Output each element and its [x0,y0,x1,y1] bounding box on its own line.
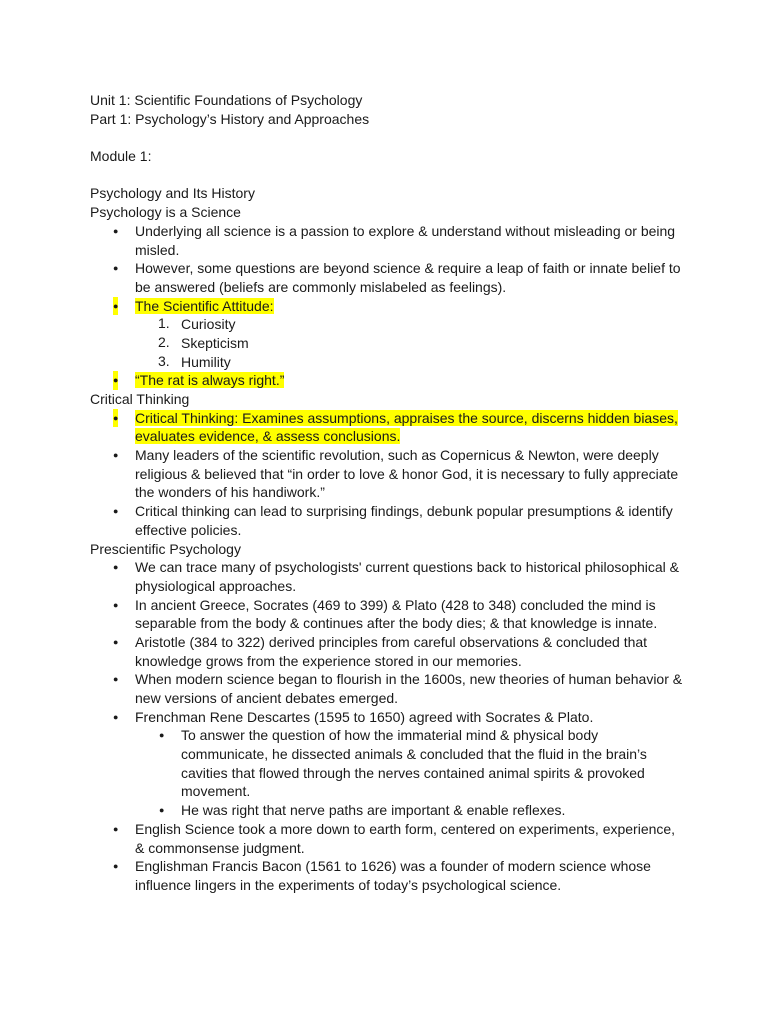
bullet-icon: ● [113,297,118,316]
list-item-text: effective policies. [135,521,242,538]
bullet-icon: ● [159,730,165,741]
list-item-text: new versions of ancient debates emerged. [135,690,399,706]
highlighted-text: The Scientific Attitude: [135,297,274,314]
list-item-text: & commonsense judgment. [135,839,305,856]
module-title: Module 1: [90,148,152,165]
list-item-text: English Science took a more down to earth form, centered on experiments, experience, [135,820,676,837]
list-item-text: Many leaders of the scientific revolution, such as Copernicus & Newton, were deeply [135,447,659,464]
list-item-text: We can trace many of psychologists' current questions back to historical philosophical & [135,559,680,576]
list-item [90,502,690,539]
list-item-text: be answered (beliefs are commonly mislabeled as feelings). [135,278,507,295]
list-item [90,222,690,259]
list-item [90,708,690,727]
list-item-highlighted [90,297,690,316]
list-item [90,633,690,670]
subheading-psychology-science: Psychology is a Science [90,204,241,221]
bullet-icon: ● [113,711,119,722]
list-item-text: Englishman Francis Bacon (1561 to 1626) was a founder of modern science whose [135,858,651,875]
document-page [90,91,690,895]
numbered-item-text: Humility [181,353,231,370]
subheading-critical-thinking: Critical Thinking [90,391,190,407]
numbered-item [90,353,690,372]
list-item [90,820,690,857]
blank-line [90,128,690,147]
highlighted-text: evaluates evidence, & assess conclusions. [135,428,401,445]
list-item-text: Underlying all science is a passion to explore & understand without misleading or being [135,222,676,239]
list-item [90,857,690,894]
list-item-text: the wonders of his handiwork.” [135,484,325,501]
sub-list-item-text: cavities that flowed through the nerves contained animal spirits & provoked [181,764,645,781]
list-item-text: misled. [135,241,180,258]
sub-list-item [90,801,690,820]
bullet-icon: ● [113,861,119,872]
list-item-text: In ancient Greece, Socrates (469 to 399) & Plato (428 to 348) concluded the mind is [135,596,656,613]
list-item-text: Aristotle (384 to 322) derived principles from careful observations & concluded that [135,633,648,650]
highlighted-text: “The rat is always right.” [135,372,285,389]
numbered-item-text: Curiosity [181,316,236,333]
bullet-icon: ● [113,506,119,517]
bullet-icon: ● [113,599,119,610]
list-item [90,259,690,296]
blank-line [90,166,690,185]
bullet-icon: ● [113,450,119,461]
bullet-icon: ● [113,263,119,274]
list-item-text: influence lingers in the experiments of today’s psychological science. [135,876,562,893]
list-item-text: physiological approaches. [135,577,297,594]
item-number: 1. [158,315,170,332]
sub-list-item-text: movement. [181,783,251,800]
bullet-icon: ● [113,225,119,236]
bullet-icon: ● [113,674,119,685]
list-item-text: Frenchman Rene Descartes (1595 to 1650) agreed with Socrates & Plato. [135,708,594,725]
sub-list-item-text: He was right that nerve paths are important & enable reflexes. [181,802,566,819]
numbered-item-text: Skepticism [181,334,249,351]
sub-list-item-text: To answer the question of how the immaterial mind & physical body [181,727,599,744]
list-item-text: Critical thinking can lead to surprising findings, debunk popular presumptions & identify [135,503,673,520]
item-number: 2. [158,333,170,350]
item-number: 3. [158,352,170,369]
highlighted-text: Critical Thinking: Examines assumptions, appraises the source, discerns hidden biases, [135,409,678,426]
list-item [90,446,690,502]
numbered-item [90,315,690,334]
list-item-text: religious & believed that “in order to love & honor God, it is necessary to fully appreciate [135,465,679,482]
subheading-prescientific-psychology: Prescientific Psychology [90,540,241,557]
unit-title: Unit 1: Scientific Foundations of Psychology [90,92,363,108]
list-item [90,596,690,633]
sub-list-item-text: communicate, he dissected animals & concluded that the fluid in the brain’s [181,746,647,763]
list-item-text: knowledge grows from the experience stored in our memories. [135,652,522,669]
list-item [90,670,690,707]
list-item-text: However, some questions are beyond science & require a leap of faith or innate belief to [135,260,681,277]
numbered-item [90,334,690,353]
bullet-icon: ● [113,823,119,834]
list-item-highlighted [90,371,690,390]
list-item-text: separable from the body & continues after the body dies; & that knowledge is innate. [135,615,658,632]
sub-list-item [90,726,690,801]
bullet-icon: ● [113,562,119,573]
bullet-icon: ● [113,409,118,428]
list-item [90,558,690,595]
section-title: Psychology and Its History [90,185,255,202]
list-item-text: When modern science began to flourish in the 1600s, new theories of human behavior & [135,671,683,688]
bullet-icon: ● [113,636,119,647]
list-item-highlighted [90,409,690,446]
bullet-icon: ● [159,805,165,816]
part-title: Part 1: Psychology’s History and Approaches [90,110,370,127]
bullet-icon: ● [113,371,118,390]
